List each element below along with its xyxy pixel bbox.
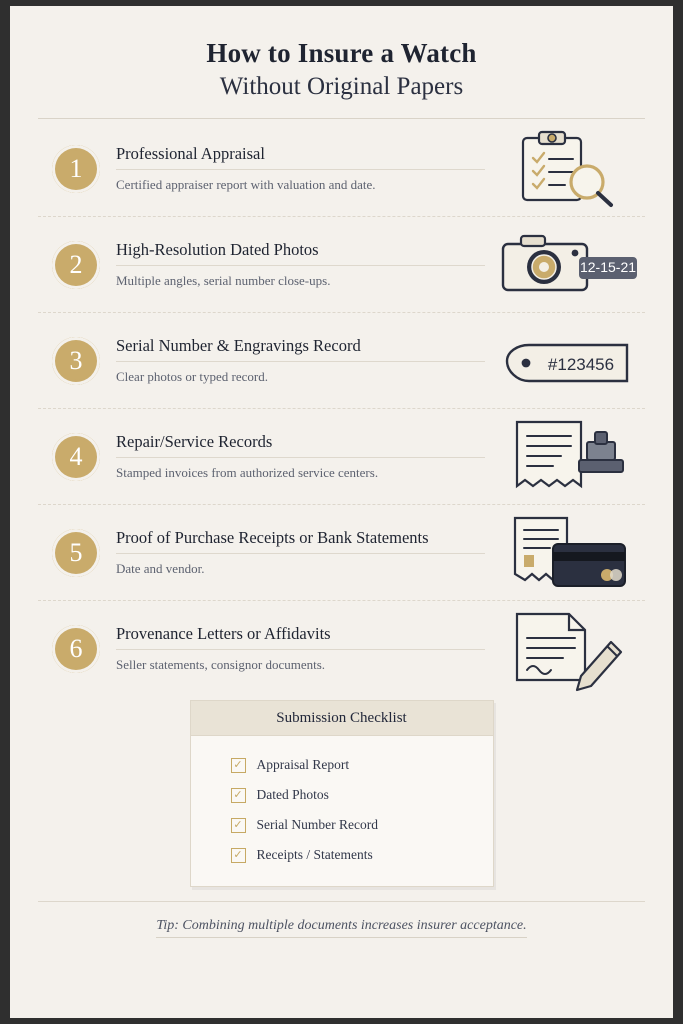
step-number-badge: 2 <box>52 241 100 289</box>
step-text <box>116 240 495 289</box>
receipt-card-icon <box>495 510 645 596</box>
invoice-stamp-icon <box>495 414 645 500</box>
step-text <box>116 528 495 577</box>
list-item <box>38 505 645 601</box>
checklist-item-label: Receipts / Statements <box>256 847 373 863</box>
tip-divider <box>38 901 645 902</box>
tag-serial-label: #123456 <box>547 354 615 374</box>
title-primary: How to Insure a Watch <box>206 38 477 68</box>
list-item <box>38 601 645 696</box>
checklist-item-label: Serial Number Record <box>256 817 378 833</box>
step-text <box>116 336 495 385</box>
checklist-item-label: Appraisal Report <box>256 757 350 773</box>
step-title: Provenance Letters or Affidavits <box>116 624 485 650</box>
step-number-badge: 4 <box>52 433 100 481</box>
submission-checklist <box>38 700 645 887</box>
letter-pen-icon <box>495 606 645 692</box>
checklist-body <box>191 736 493 886</box>
list-item[interactable] <box>191 750 493 780</box>
list-item <box>38 313 645 409</box>
checkbox-checked-icon[interactable]: ✓ <box>231 788 246 803</box>
clipboard-magnifier-icon <box>495 126 645 212</box>
step-title: Repair/Service Records <box>116 432 485 458</box>
title-divider <box>38 118 645 119</box>
checkbox-checked-icon[interactable]: ✓ <box>231 818 246 833</box>
list-item <box>38 409 645 505</box>
step-title: Serial Number & Engravings Record <box>116 336 485 362</box>
step-description: Certified appraiser report with valuation and date. <box>116 177 376 193</box>
step-description: Clear photos or typed record. <box>116 369 268 385</box>
steps-list <box>38 121 645 696</box>
list-item[interactable] <box>191 840 493 870</box>
checklist-card <box>190 700 494 887</box>
step-number-badge: 1 <box>52 145 100 193</box>
list-item <box>38 121 645 217</box>
tip-text <box>38 918 645 934</box>
list-item[interactable] <box>191 810 493 840</box>
step-text <box>116 624 495 673</box>
step-number-badge: 5 <box>52 529 100 577</box>
step-title: Professional Appraisal <box>116 144 485 170</box>
step-text <box>116 432 495 481</box>
step-description: Stamped invoices from authorized service centers. <box>116 465 379 481</box>
poster-inner <box>10 6 673 1018</box>
title-secondary: Without Original Papers <box>219 73 464 101</box>
tip-label: Tip: Combining multiple documents increases insurer acceptance. <box>156 918 526 938</box>
step-number-badge: 3 <box>52 337 100 385</box>
step-description: Date and vendor. <box>116 561 205 577</box>
checkbox-checked-icon[interactable]: ✓ <box>231 848 246 863</box>
tag-icon <box>495 318 645 404</box>
step-text <box>116 144 495 193</box>
checkbox-checked-icon[interactable]: ✓ <box>231 758 246 773</box>
step-title: High-Resolution Dated Photos <box>116 240 485 266</box>
list-item <box>38 217 645 313</box>
camera-date-label: 12-15-21 <box>579 258 637 275</box>
step-description: Seller statements, consignor documents. <box>116 657 326 673</box>
step-number-badge: 6 <box>52 625 100 673</box>
step-description: Multiple angles, serial number close-ups. <box>116 273 331 289</box>
checklist-header: Submission Checklist <box>191 701 493 736</box>
step-title: Proof of Purchase Receipts or Bank Statements <box>116 528 485 554</box>
checklist-item-label: Dated Photos <box>256 787 329 803</box>
page-title <box>38 28 645 119</box>
list-item[interactable] <box>191 780 493 810</box>
camera-icon <box>495 222 645 308</box>
